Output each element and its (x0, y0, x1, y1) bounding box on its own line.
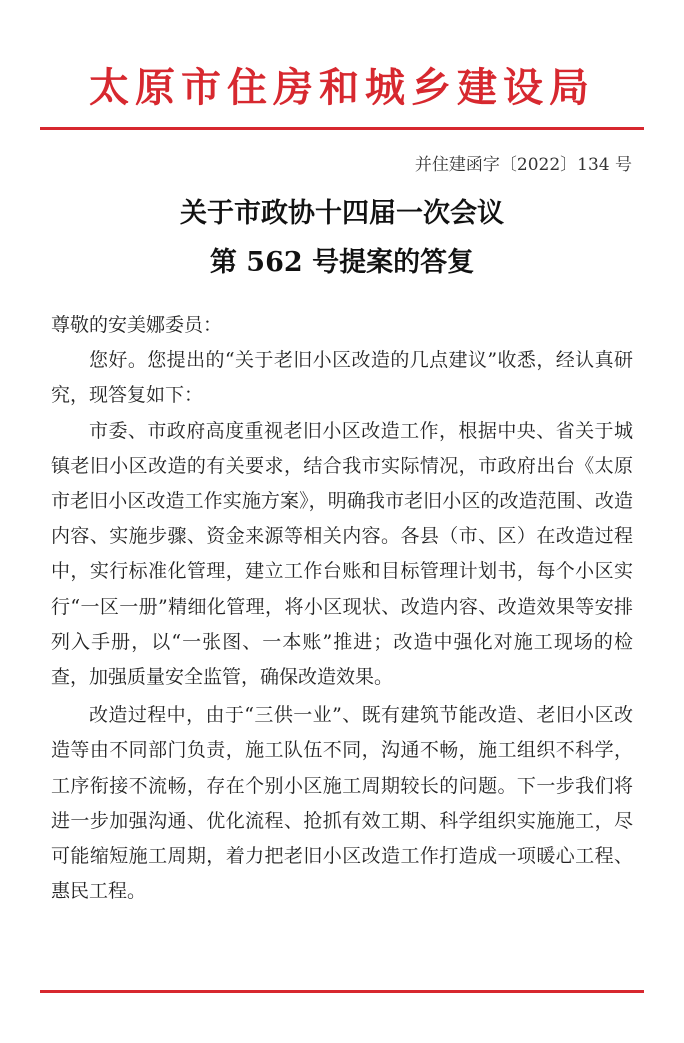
body-paragraph-1: 您好。您提出的“关于老旧小区改造的几点建议”收悉，经认真研究，现答复如下： (51, 349, 633, 407)
document-body (51, 308, 633, 909)
footer-red-rule (40, 990, 644, 993)
salutation: 尊敬的安美娜委员： (51, 314, 223, 336)
document-title-line-2: 第 562 号提案的答复 (209, 247, 475, 278)
document-title-line-1: 关于市政协十四届一次会议 (180, 198, 504, 229)
body-paragraph-2: 市委、市政府高度重视老旧小区改造工作，根据中央、省关于城镇老旧小区改造的有关要求，结合我市实际情况，市政府出台《太原市老旧小区改造工作实施方案》，明确我市老旧小区的改造范围、改造内容、实施步骤、资金来源等相关内容。各县（市、区）在改造过程中，实行标准化管理，建立工作台账和目标管理计划书，每个小区实行“一区一册”精细化管理，将小区现状、改造内容、改造效果等安排列入手册，以“一张图、一本账”推进；改造中强化对施工现场的检查，加强质量安全监管，确保改造效果。 (51, 419, 633, 689)
agency-masthead: 太原市住房和城乡建设局 (89, 64, 595, 111)
document-number: 并住建函字〔2022〕134 号 (414, 155, 632, 175)
masthead-red-rule (40, 127, 644, 130)
body-paragraph-3: 改造过程中，由于“三供一业”、既有建筑节能改造、老旧小区改造等由不同部门负责，施工队伍不同，沟通不畅，施工组织不科学，工序衔接不流畅，存在个别小区施工周期较长的问题。下一步我们将进一步加强沟通、优化流程、抢抓有效工期、科学组织实施施工，尽可能缩短施工周期，着力把老旧小区改造工作打造成一项暖心工程、惠民工程。 (51, 704, 633, 903)
